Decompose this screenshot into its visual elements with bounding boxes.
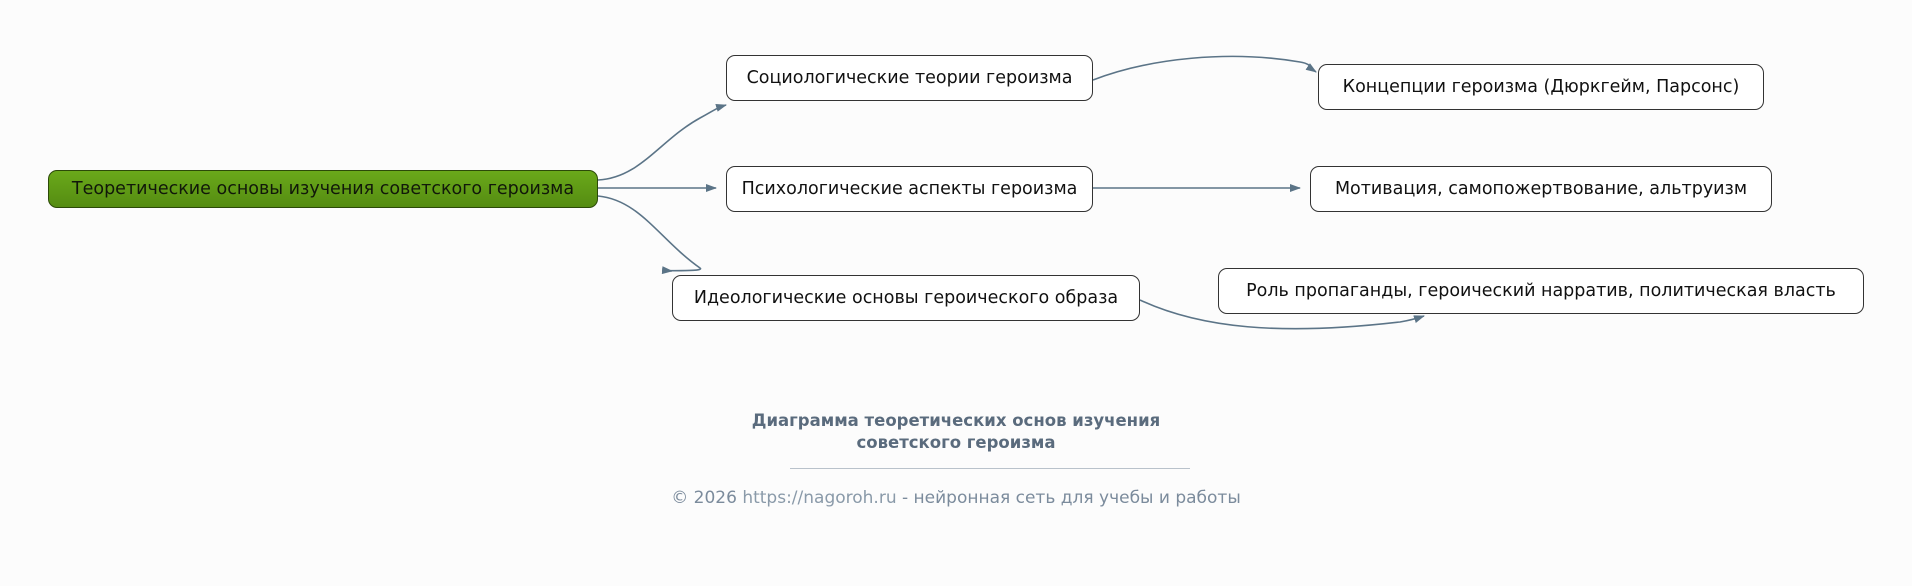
node-heroism-concepts-label: Концепции героизма (Дюркгейм, Парсонс): [1342, 76, 1740, 97]
node-motivation-altruism[interactable]: [1310, 166, 1772, 212]
node-propaganda-role-label: Роль пропаганды, героический нарратив, политическая власть: [1246, 280, 1836, 301]
node-psychological-aspects-label: Психологические аспекты героизма: [741, 178, 1078, 199]
caption-divider: [790, 468, 1190, 469]
node-ideological-foundations-label: Идеологические основы героического образа: [693, 287, 1119, 308]
footer-copyright: © 2026: [671, 488, 743, 508]
footer-tail: - нейронная сеть для учебы и работы: [896, 488, 1241, 508]
edge-root-soc: [598, 105, 726, 180]
node-motivation-altruism-label: Мотивация, самопожертвование, альтруизм: [1334, 178, 1748, 199]
node-root[interactable]: [48, 170, 598, 208]
node-sociological-theories-label: Социологические теории героизма: [746, 67, 1073, 88]
edge-soc-conc: [1093, 56, 1316, 80]
diagram-caption: [656, 410, 1256, 455]
footer-credit: [556, 488, 1356, 508]
node-sociological-theories[interactable]: [726, 55, 1093, 101]
caption-line-1: Диаграмма теоретических основ изучения: [751, 411, 1161, 430]
node-ideological-foundations[interactable]: [672, 275, 1140, 321]
edge-root-ideo: [598, 196, 701, 271]
node-heroism-concepts[interactable]: [1318, 64, 1764, 110]
node-root-label: Теоретические основы изучения советского героизма: [71, 178, 575, 199]
caption-line-2: советского героизма: [856, 433, 1056, 453]
node-psychological-aspects[interactable]: [726, 166, 1093, 212]
footer-link[interactable]: https://nagoroh.ru: [742, 488, 897, 508]
node-propaganda-role[interactable]: [1218, 268, 1864, 314]
